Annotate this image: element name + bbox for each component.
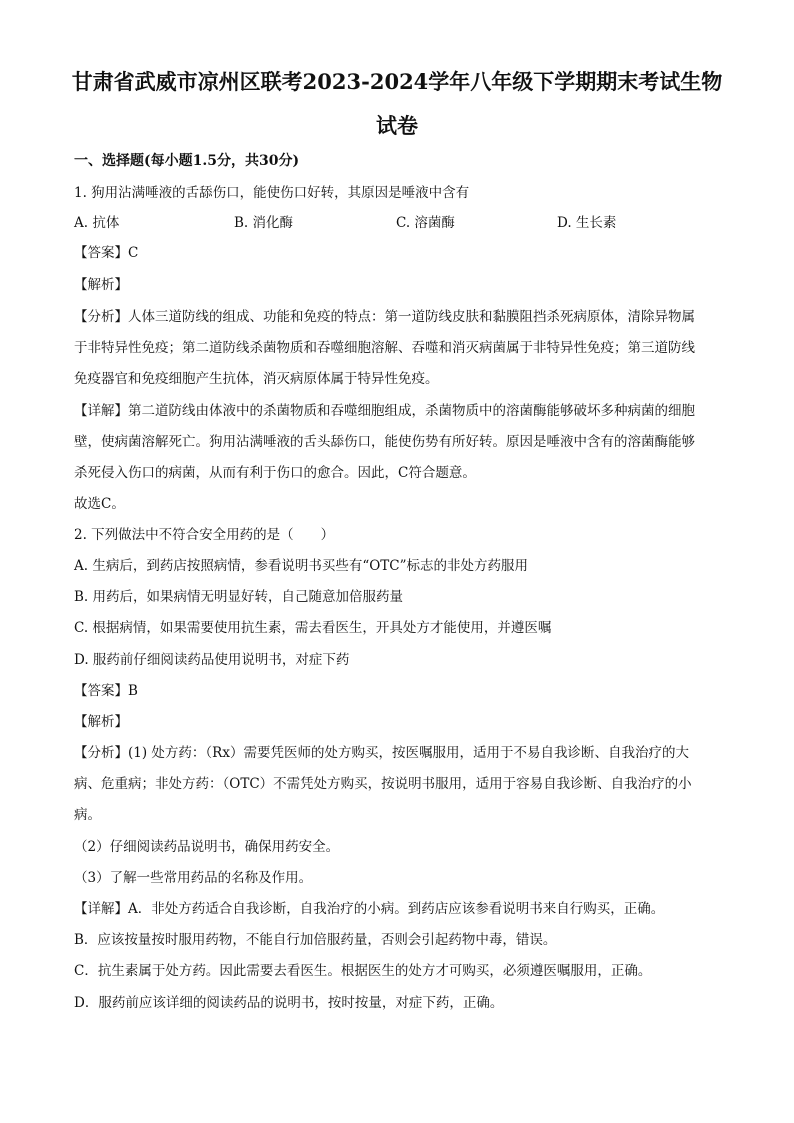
question-2-xiangjie-line: D．服药前应该详细的阅读药品的说明书，按时按量，对症下药，正确。 — [74, 995, 504, 1011]
question-1-option-a: A. 抗体 — [74, 215, 120, 231]
question-1-conclusion: 故选C。 — [74, 496, 125, 512]
section-heading: 一、选择题(每小题1.5分，共30分) — [74, 153, 300, 169]
question-2-option-d: D. 服药前仔细阅读药品使用说明书，对症下药 — [74, 652, 350, 668]
question-1-xiangjie-line: 【详解】第二道防线由体液中的杀菌物质和吞噬细胞组成，杀菌物质中的溶菌酶能够破坏多种病菌的细胞 — [74, 403, 695, 419]
question-2-option-a: A. 生病后，到药店按照病情，参看说明书买些有“OTC”标志的非处方药服用 — [74, 558, 529, 574]
question-1-answer: 【答案】C — [74, 245, 139, 261]
question-2-fenxi-line: （3）了解一些常用药品的名称及作用。 — [74, 870, 313, 886]
question-2-xiangjie-line: C．抗生素属于处方药。因此需要去看医生。根据医生的处方才可购买，必须遵医嘱服用，正确。 — [74, 963, 652, 979]
question-2-xiangjie-line: B．应该按量按时服用药物，不能自行加倍服药量，否则会引起药物中毒，错误。 — [74, 932, 557, 948]
question-2-fenxi-line: 病。 — [74, 807, 101, 823]
question-1-fenxi-line: 于非特异性免疫；第二道防线杀菌物质和吞噬细胞溶解、吞噬和消灭病菌属于非特异性免疫；第三道防线 — [74, 340, 695, 356]
question-1-option-c: C. 溶菌酶 — [396, 215, 455, 231]
question-2-answer: 【答案】B — [74, 683, 138, 699]
question-2-option-c: C. 根据病情，如果需要使用抗生素，需去看医生，开具处方才能使用，并遵医嘱 — [74, 620, 552, 636]
question-2-fenxi-line: （2）仔细阅读药品说明书，确保用药安全。 — [74, 839, 340, 855]
question-2-stem: 2. 下列做法中不符合安全用药的是（ ） — [74, 527, 335, 543]
question-1-stem: 1. 狗用沾满唾液的舌舔伤口，能使伤口好转，其原因是唾液中含有 — [74, 185, 470, 201]
question-2-fenxi-line: 病、危重病；非处方药：（OTC）不需凭处方购买，按说明书服用，适用于容易自我诊断、自我治疗的小 — [74, 776, 692, 792]
question-1-fenxi-line: 免疫器官和免疫细胞产生抗体，消灭病原体属于特异性免疫。 — [74, 371, 439, 387]
question-2-analysis-label: 【解析】 — [74, 714, 128, 730]
question-1-fenxi-line: 【分析】人体三道防线的组成、功能和免疫的特点：第一道防线皮肤和黏膜阻挡杀死病原体，清除异物属 — [74, 309, 695, 325]
question-1-option-d: D. 生长素 — [557, 215, 617, 231]
document-title-line-2: 试卷 — [376, 113, 418, 138]
question-2-fenxi-line: 【分析】(1) 处方药：（Rx）需要凭医师的处方购买，按医嘱服用，适用于不易自我诊断、自我治疗的大 — [74, 745, 689, 761]
question-1-xiangjie-line: 壁，使病菌溶解死亡。狗用沾满唾液的舌头舔伤口，能使伤势有所好转。原因是唾液中含有的溶菌酶能够 — [74, 434, 695, 450]
question-1-analysis-label: 【解析】 — [74, 277, 128, 293]
document-title-line-1: 甘肃省武威市凉州区联考2023-2024学年八年级下学期期末考试生物 — [71, 69, 723, 94]
question-1-xiangjie-line: 杀死侵入伤口的病菌，从而有利于伤口的愈合。因此，C符合题意。 — [74, 465, 476, 481]
question-2-xiangjie-line: 【详解】A．非处方药适合自我诊断，自我治疗的小病。到药店应该参看说明书来自行购买，正确。 — [74, 901, 665, 917]
question-2-option-b: B. 用药后，如果病情无明显好转，自己随意加倍服药量 — [74, 589, 404, 605]
question-1-option-b: B. 消化酶 — [234, 215, 294, 231]
